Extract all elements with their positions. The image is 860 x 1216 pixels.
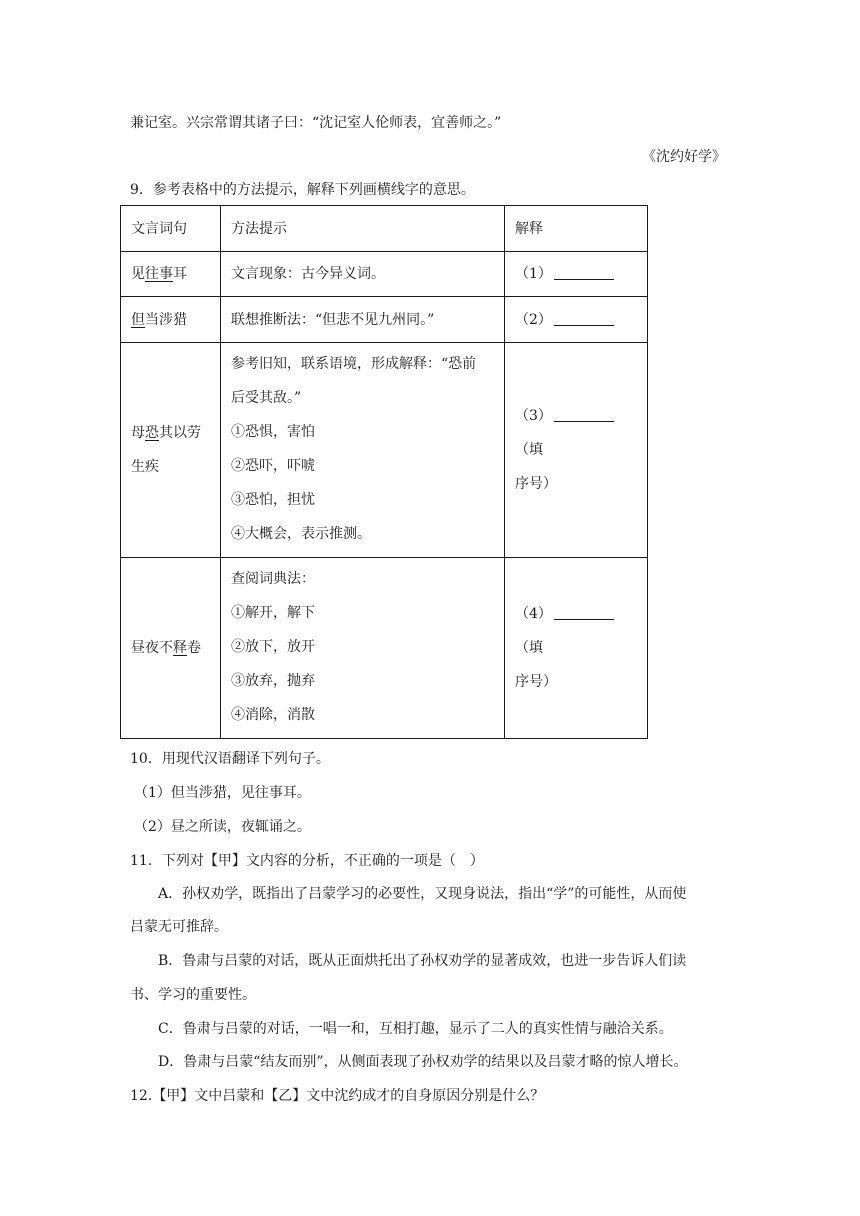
underlined-char: 但 [131, 311, 145, 328]
table-row [121, 343, 648, 558]
underlined-char: 事 [159, 266, 173, 282]
hint-cell: 文言现象：古今异义词。 [221, 252, 505, 297]
hint-cell: 查阅词典法： ①解开，解下 ②放下，放开 ③放弃，抛弃 ④消除，消散 [221, 558, 505, 739]
question-9-prompt: 9．参考表格中的方法提示，解释下列画横线字的意思。 [130, 182, 475, 198]
answer-cell: （4）（填 序号） [505, 558, 648, 739]
question-11-option-a: A．孙权劝学，既指出了吕蒙学习的必要性，又现身说法，指出“学”的可能性，从而使 [158, 886, 687, 902]
table-row [121, 297, 648, 343]
table-header-row [121, 206, 648, 252]
question-11-prompt: 11．下列对【甲】文内容的分析，不正确的一项是（ ） [130, 853, 484, 869]
phrase-cell: 昼夜不释卷 [121, 558, 221, 739]
header-hint: 方法提示 [221, 206, 505, 252]
underlined-char: 释 [173, 640, 187, 656]
header-explanation: 解释 [505, 206, 648, 252]
answer-cell: （2） [505, 297, 648, 343]
question-11-option-b-cont: 书、学习的重要性。 [130, 987, 256, 1003]
phrase-cell: 但当涉猎 [121, 297, 221, 343]
phrase-cell: 母恐其以劳 生疾 [121, 343, 221, 558]
question-11-option-c: C．鲁肃与吕蒙的对话，一唱一和，互相打趣，显示了二人的真实性情与融洽关系。 [158, 1021, 673, 1037]
answer-cell: （3）（填 序号） [505, 343, 648, 558]
header-phrase: 文言词句 [121, 206, 221, 252]
answer-blank[interactable] [554, 605, 614, 620]
underlined-char: 恐 [145, 425, 159, 441]
question-10-prompt: 10．用现代汉语翻译下列句子。 [130, 751, 330, 767]
table-row [121, 558, 648, 739]
underlined-char: 往 [145, 266, 159, 282]
table-row [121, 252, 648, 297]
question-10-item-1: （1）但当涉猎，见往事耳。 [134, 785, 311, 801]
phrase-cell: 见往事耳 [121, 252, 221, 297]
answer-cell: （1） [505, 252, 648, 297]
passage-source: 《沈约好学》 [642, 149, 726, 165]
answer-blank[interactable] [554, 265, 614, 280]
answer-blank[interactable] [554, 407, 614, 422]
question-11-option-d: D．鲁肃与吕蒙“结友而别”，从侧面表现了孙权劝学的结果以及吕蒙才略的惊人增长。 [158, 1054, 688, 1070]
hint-cell: 联想推断法：“但悲不见九州同。” [221, 297, 505, 343]
question-11-option-b: B．鲁肃与吕蒙的对话，既从正面烘托出了孙权劝学的显著成效，也进一步告诉人们读 [158, 953, 687, 969]
passage-tail: 兼记室。兴宗常谓其诸子曰：“沈记室人伦师表，宜善师之。” [130, 115, 502, 131]
question-10-item-2: （2）昼之所读，夜辄诵之。 [134, 819, 311, 835]
hint-cell: 参考旧知，联系语境，形成解释：“恐前 后受其敌。” ①恐惧，害怕 ②恐吓，吓唬 ③恐怕，担忧 ④大概会，表示推测。 [221, 343, 505, 558]
answer-blank[interactable] [554, 311, 614, 326]
method-table [120, 205, 648, 739]
question-12-prompt: 12.【甲】文中吕蒙和【乙】文中沈约成才的自身原因分别是什么？ [130, 1088, 545, 1104]
question-11-option-a-cont: 吕蒙无可推辞。 [130, 919, 228, 935]
